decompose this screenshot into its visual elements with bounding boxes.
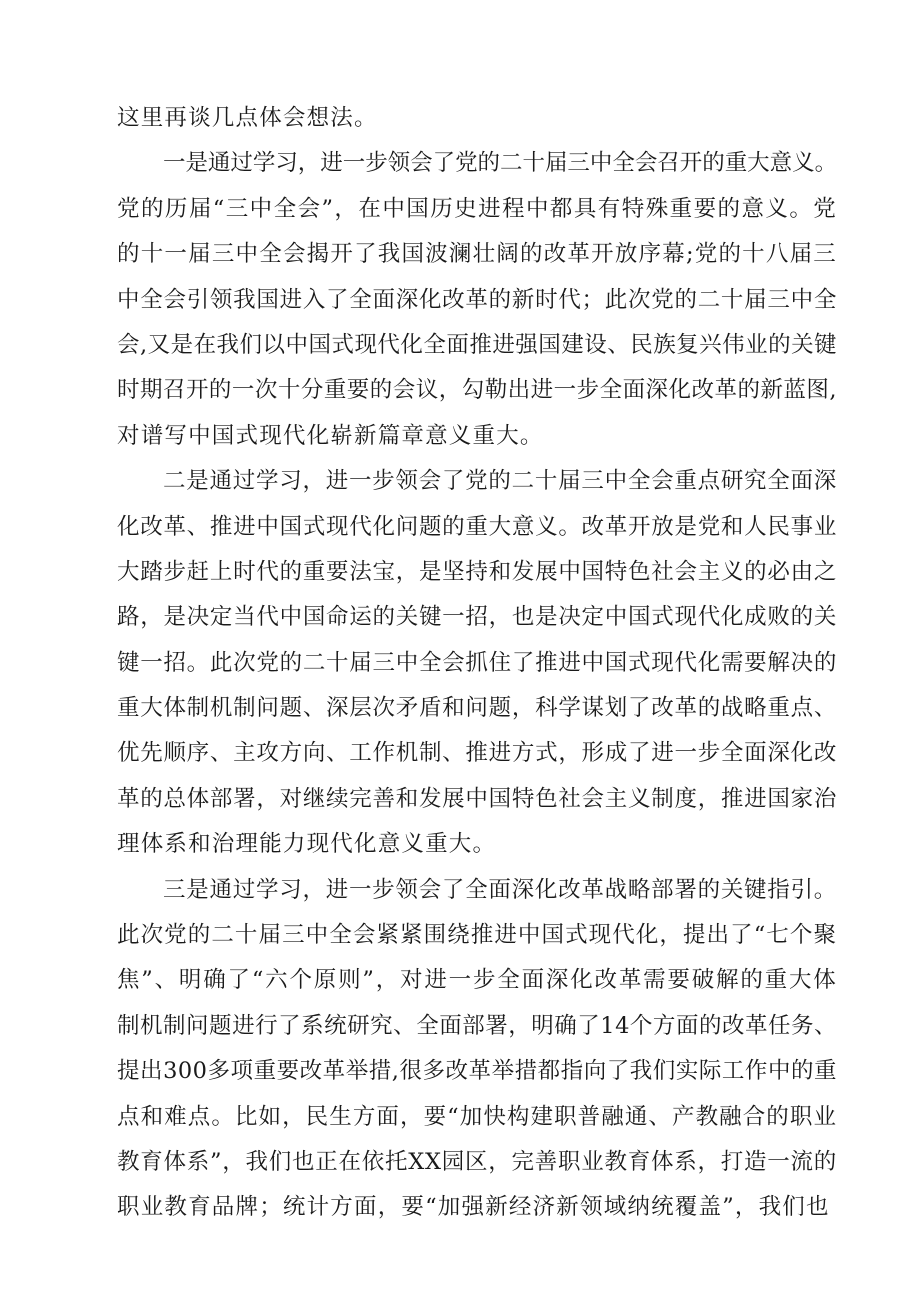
text-line: 一是通过学习，进一步领会了党的二十届三中全会召开的重大意义。: [163, 150, 837, 177]
text-line: 化改革、推进中国式现代化问题的重大意义。改革开放是党和人民事业: [117, 513, 837, 540]
text-line: 革的总体部署，对继续完善和发展中国特色社会主义制度，推进国家治: [117, 785, 837, 812]
text-line: 点和难点。比如，民生方面，要“加快构建职普融通、产教融合的职业: [117, 1103, 837, 1130]
text-line: 理体系和治理能力现代化意义重大。: [117, 831, 497, 858]
text-line: 时期召开的一次十分重要的会议，勾勒出进一步全面深化改革的新蓝图,: [117, 377, 837, 404]
paragraph-p3: [117, 868, 837, 1231]
text-line: 优先顺序、主攻方向、工作机制、推进方式，形成了进一步全面深化改: [117, 740, 837, 767]
text-line: 的十一届三中全会揭开了我国波澜壮阔的改革开放序幕;党的十八届三: [117, 241, 837, 268]
text-line: 路，是决定当代中国命运的关键一招，也是决定中国式现代化成败的关: [117, 604, 837, 631]
text-line: 三是通过学习，进一步领会了全面深化改革战略部署的关键指引。: [163, 876, 837, 903]
paragraph-p1: [117, 141, 837, 459]
text-line: 职业教育品牌；统计方面，要“加强新经济新领域纳统覆盖”，我们也: [117, 1194, 830, 1221]
text-line: 制机制问题进行了系统研究、全面部署，明确了14个方面的改革任务、: [117, 1012, 837, 1039]
text-line: 中全会引领我国进入了全面深化改革的新时代；此次党的二十届三中全: [117, 286, 837, 313]
paragraph-p2: [117, 459, 837, 868]
text-line: 此次党的二十届三中全会紧紧围绕推进中国式现代化，提出了“七个聚: [117, 922, 837, 949]
text-line: 教育体系”，我们也正在依托XX园区，完善职业教育体系，打造一流的: [117, 1148, 837, 1175]
text-line: 会,又是在我们以中国式现代化全面推进强国建设、民族复兴伟业的关键: [117, 331, 837, 358]
text-line: 这里再谈几点体会想法。: [117, 105, 378, 131]
text-line: 键一招。此次党的二十届三中全会抓住了推进中国式现代化需要解决的: [117, 649, 837, 676]
text-line: 对谱写中国式现代化崭新篇章意义重大。: [117, 422, 544, 449]
text-line: 党的历届“三中全会”，在中国历史进程中都具有特殊重要的意义。党: [117, 195, 837, 222]
document-body: [117, 96, 837, 1231]
text-line: 提出300多项重要改革举措,很多改革举措都指向了我们实际工作中的重: [117, 1058, 837, 1085]
text-line: 二是通过学习，进一步领会了党的二十届三中全会重点研究全面深: [163, 468, 837, 495]
text-line: 重大体制机制问题、深层次矛盾和问题，科学谋划了改革的战略重点、: [117, 695, 837, 722]
paragraph-p0: [117, 96, 837, 141]
text-line: 焦”、明确了“六个原则”，对进一步全面深化改革需要破解的重大体: [117, 967, 837, 994]
text-line: 大踏步赶上时代的重要法宝，是坚持和发展中国特色社会主义的必由之: [117, 558, 837, 585]
